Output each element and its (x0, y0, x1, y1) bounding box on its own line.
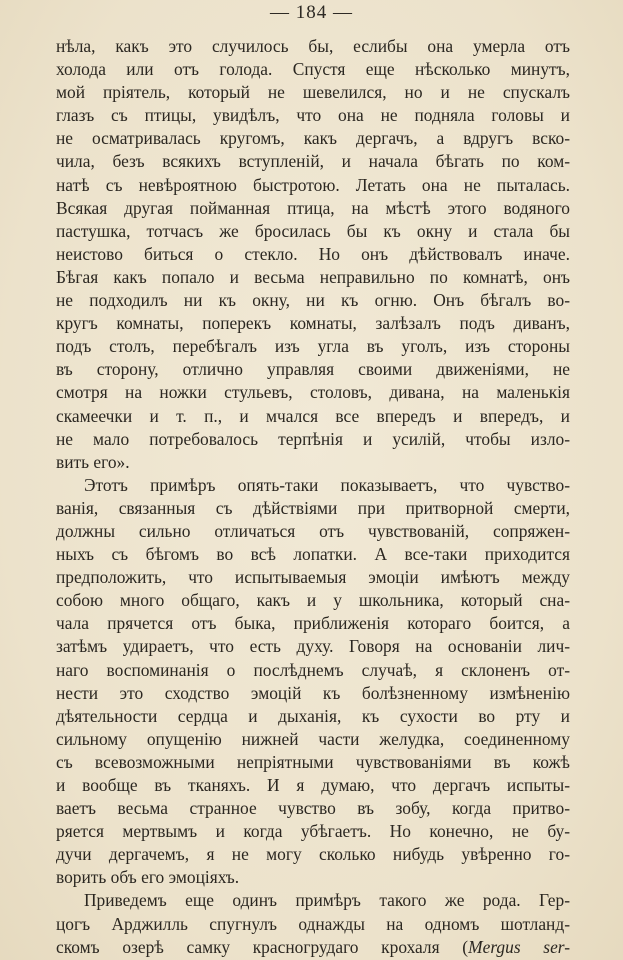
text-line: затѣмъ удираетъ, что есть духу. Говоря на основаніи лич- (56, 636, 570, 657)
text-line: чила, безъ всякихъ вступленій, и начала бѣгать по ком- (56, 151, 570, 172)
text-line: въ сторону, отлично управляя своими движеніями, не (56, 359, 570, 380)
text-line: глазъ съ птицы, увидѣлъ, что она не подняла головы и (56, 105, 570, 126)
text-line: не подходилъ ни къ окну, ни къ огню. Онъ бѣгалъ во- (56, 290, 570, 311)
text-line-with-latin (56, 936, 570, 959)
text-line: дучи дергачемъ, я не могу сколько нибудь увѣренно го- (56, 844, 570, 865)
text-line: скамеечки и т. п., и мчался все впередъ и впередъ, и (56, 405, 570, 426)
text-line: кругъ комнаты, поперекъ комнаты, залѣзалъ подъ диванъ, (56, 313, 570, 334)
text-line: наго воспоминанія о послѣднемъ случаѣ, я склоненъ от- (56, 659, 570, 680)
text-line: ванія, связанныя съ дѣйствіями при притворной смерти, (56, 497, 570, 518)
text-line: нести это сходство эмоцій къ болѣзненному измѣненію (56, 682, 570, 703)
text-line: холода или отъ голода. Спустя еще нѣсколько минутъ, (56, 59, 570, 80)
text-line: должны сильно отличаться отъ чувствованій, сопряжен- (56, 520, 570, 541)
text-line: чала прячется отъ быка, приближенія котораго боится, а (56, 613, 570, 634)
text-line: подъ столъ, перебѣгалъ изъ угла въ уголъ, изъ стороны (56, 336, 570, 357)
text-line: вить его». (56, 451, 130, 472)
text-line: натѣ съ невѣроятною быстротою. Летать она не пыталась. (56, 174, 570, 195)
text-line: и вообще въ тканяхъ. И я думаю, что дергачъ испыты- (56, 775, 570, 795)
text-line: не осматривалась кругомъ, какъ дергачъ, а вдругъ вско- (56, 128, 570, 149)
text-line: дѣятельности сердца и дыханія, къ сухости во рту и (56, 705, 570, 726)
text-line: предположить, что испытываемыя эмоціи имѣютъ между (56, 567, 570, 588)
text-line: пастушка, тотчасъ же бросилась бы къ окну и стала бы (56, 220, 570, 241)
text-line: Приведемъ еще одинъ примѣръ такого же рода. Гер- (84, 890, 570, 911)
text-line: ряется мертвымъ и когда убѣгаетъ. Но конечно, не бу- (56, 821, 570, 842)
text-line: мой пріятель, который не шевелился, но и не спускалъ (56, 82, 570, 103)
text-body (56, 35, 570, 959)
text-line-start: скомъ озерѣ самку красногрудаго крохаля ( (56, 936, 469, 957)
text-line: сильному опущенію нижней части желудка, соединенному (56, 728, 570, 749)
paragraph-3 (56, 889, 570, 958)
paragraph-1 (56, 35, 570, 474)
text-line: Всякая другая пойманная птица, на мѣстѣ этого водяного (56, 197, 570, 218)
text-line: ваетъ весьма странное чувство въ зобу, когда притво- (56, 798, 570, 819)
text-line: съ всевозможными непріятными чувствованіями въ кожѣ (56, 751, 570, 772)
text-line: нѣла, какъ это случилось бы, еслибы она умерла отъ (56, 36, 570, 56)
text-line: ныхъ съ бѣгомъ во всѣ лопатки. А все-таки приходится (56, 544, 570, 565)
text-line: Бѣгая какъ попало и весьма неправильно по комнатѣ, онъ (56, 266, 570, 287)
latin-species-name: Mergus ser- (468, 936, 570, 957)
text-line: ворить объ его эмоціяхъ. (56, 867, 240, 888)
text-line: Этотъ примѣръ опять-таки показываетъ, что чувство- (84, 474, 570, 495)
text-line: неистово биться о стекло. Но онъ дѣйствовалъ иначе. (56, 243, 570, 264)
text-line: цогъ Арджилль спугнулъ однажды на одномъ шотланд- (56, 913, 570, 934)
text-line: собою много общаго, какъ и у школьника, который сна- (56, 590, 570, 611)
paragraph-2 (56, 474, 570, 890)
text-line: не мало потребовалось терпѣнія и усилій, чтобы изло- (56, 428, 570, 449)
text-line: смотря на ножки стульевъ, столовъ, дивана, на маленькія (56, 382, 570, 403)
page-number: — 184 — (270, 2, 353, 23)
